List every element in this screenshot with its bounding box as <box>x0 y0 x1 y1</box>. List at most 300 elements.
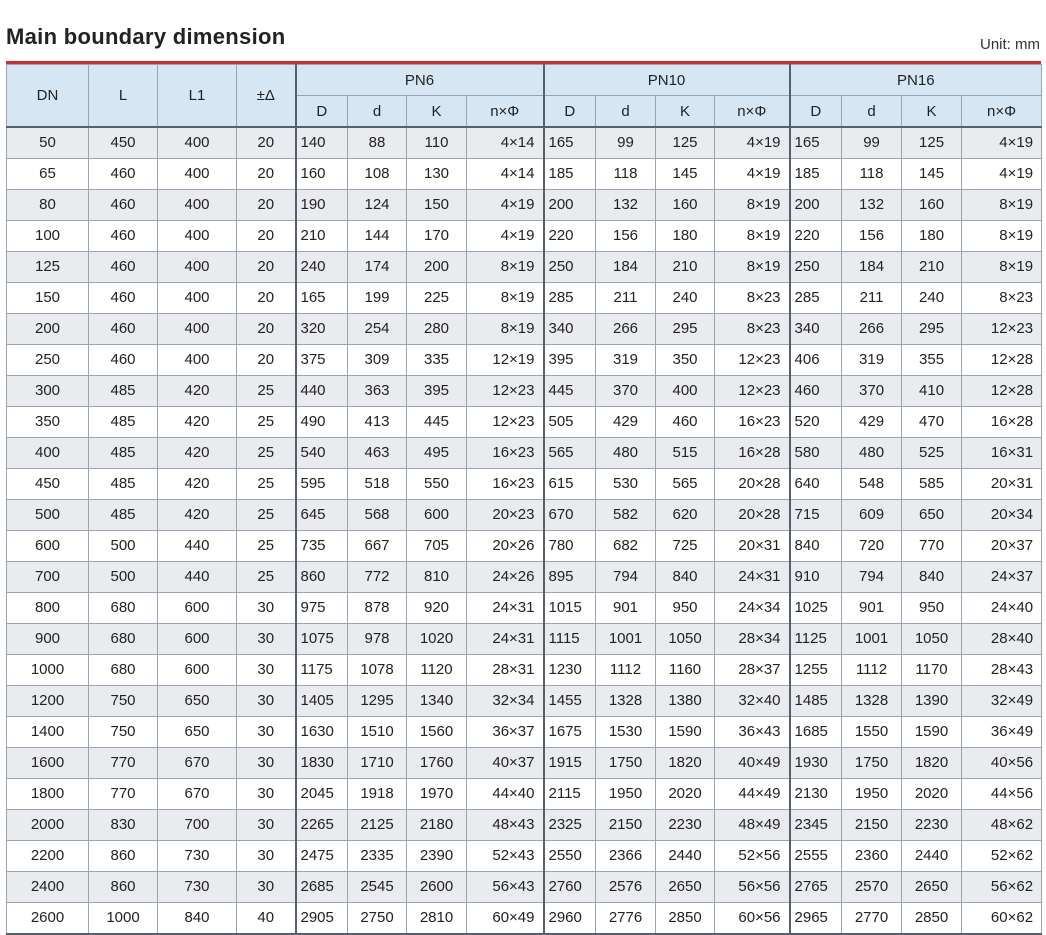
cell-pn6-d-inner: 2335 <box>348 841 407 872</box>
cell-l: 460 <box>89 252 158 283</box>
cell-tolerance: 25 <box>237 500 296 531</box>
cell-pn16-k: 410 <box>902 376 962 407</box>
cell-pn6-d-outer: 735 <box>296 531 348 562</box>
cell-pn16-d-inner: 1112 <box>842 655 902 686</box>
cell-pn6-bolts: 28×31 <box>467 655 544 686</box>
cell-pn6-k: 1760 <box>407 748 467 779</box>
cell-tolerance: 30 <box>237 872 296 903</box>
cell-pn6-d-inner: 88 <box>348 127 407 159</box>
cell-dn: 100 <box>7 221 89 252</box>
cell-dn: 1200 <box>7 686 89 717</box>
cell-pn10-bolts: 12×23 <box>715 345 790 376</box>
cell-pn16-k: 1390 <box>902 686 962 717</box>
cell-pn16-bolts: 28×40 <box>962 624 1042 655</box>
cell-pn10-d-outer: 505 <box>544 407 596 438</box>
cell-pn16-d-outer: 1125 <box>790 624 842 655</box>
cell-pn16-d-inner: 548 <box>842 469 902 500</box>
cell-pn6-d-inner: 667 <box>348 531 407 562</box>
cell-pn10-d-outer: 1015 <box>544 593 596 624</box>
cell-l1: 420 <box>158 438 237 469</box>
cell-pn6-d-inner: 1710 <box>348 748 407 779</box>
cell-pn6-bolts: 52×43 <box>467 841 544 872</box>
subheader-pn6-d-inner: d <box>348 96 407 128</box>
cell-pn16-bolts: 12×28 <box>962 376 1042 407</box>
cell-pn10-k: 950 <box>656 593 715 624</box>
cell-pn6-k: 2390 <box>407 841 467 872</box>
col-header-tolerance: ±Δ <box>237 65 296 128</box>
cell-pn6-k: 705 <box>407 531 467 562</box>
cell-pn16-d-outer: 640 <box>790 469 842 500</box>
cell-pn10-d-inner: 132 <box>596 190 656 221</box>
cell-pn6-k: 200 <box>407 252 467 283</box>
table-row <box>7 903 1042 935</box>
cell-pn10-d-inner: 2776 <box>596 903 656 935</box>
cell-l: 460 <box>89 190 158 221</box>
cell-tolerance: 20 <box>237 159 296 190</box>
cell-pn10-d-outer: 2550 <box>544 841 596 872</box>
table-row <box>7 438 1042 469</box>
subheader-pn6-bolts: n×Φ <box>467 96 544 128</box>
table-row <box>7 127 1042 159</box>
cell-pn10-d-outer: 395 <box>544 345 596 376</box>
cell-pn16-d-inner: 1750 <box>842 748 902 779</box>
cell-tolerance: 20 <box>237 190 296 221</box>
cell-pn6-bolts: 12×23 <box>467 407 544 438</box>
cell-pn16-d-inner: 211 <box>842 283 902 314</box>
cell-pn6-bolts: 8×19 <box>467 252 544 283</box>
cell-pn10-bolts: 36×43 <box>715 717 790 748</box>
cell-pn6-d-outer: 860 <box>296 562 348 593</box>
cell-pn16-k: 1820 <box>902 748 962 779</box>
cell-tolerance: 40 <box>237 903 296 935</box>
cell-pn16-d-inner: 99 <box>842 127 902 159</box>
cell-pn6-d-inner: 413 <box>348 407 407 438</box>
cell-l1: 440 <box>158 531 237 562</box>
cell-pn10-bolts: 20×28 <box>715 500 790 531</box>
cell-pn16-d-inner: 370 <box>842 376 902 407</box>
cell-pn16-bolts: 36×49 <box>962 717 1042 748</box>
cell-dn: 700 <box>7 562 89 593</box>
cell-pn16-k: 240 <box>902 283 962 314</box>
cell-pn16-bolts: 8×19 <box>962 221 1042 252</box>
cell-pn10-k: 1590 <box>656 717 715 748</box>
subheader-pn10-bolts: n×Φ <box>715 96 790 128</box>
cell-pn10-k: 620 <box>656 500 715 531</box>
cell-l1: 840 <box>158 903 237 935</box>
cell-pn10-k: 2020 <box>656 779 715 810</box>
cell-dn: 600 <box>7 531 89 562</box>
cell-pn6-bolts: 16×23 <box>467 438 544 469</box>
cell-pn16-d-outer: 580 <box>790 438 842 469</box>
cell-dn: 1400 <box>7 717 89 748</box>
table-body <box>7 127 1042 934</box>
cell-pn6-bolts: 4×19 <box>467 221 544 252</box>
cell-pn6-d-inner: 108 <box>348 159 407 190</box>
cell-pn16-k: 1590 <box>902 717 962 748</box>
cell-pn16-d-outer: 2965 <box>790 903 842 935</box>
cell-tolerance: 30 <box>237 593 296 624</box>
cell-pn6-k: 1020 <box>407 624 467 655</box>
cell-pn6-bolts: 32×34 <box>467 686 544 717</box>
cell-pn10-d-inner: 266 <box>596 314 656 345</box>
cell-pn16-d-inner: 794 <box>842 562 902 593</box>
col-header-l: L <box>89 65 158 128</box>
cell-pn16-d-inner: 184 <box>842 252 902 283</box>
cell-dn: 50 <box>7 127 89 159</box>
cell-pn6-d-outer: 240 <box>296 252 348 283</box>
cell-pn16-k: 295 <box>902 314 962 345</box>
cell-l: 680 <box>89 655 158 686</box>
cell-pn16-d-outer: 715 <box>790 500 842 531</box>
cell-pn6-d-outer: 2475 <box>296 841 348 872</box>
cell-pn16-d-outer: 340 <box>790 314 842 345</box>
cell-pn16-d-outer: 1485 <box>790 686 842 717</box>
cell-pn6-d-outer: 2685 <box>296 872 348 903</box>
cell-pn6-d-inner: 878 <box>348 593 407 624</box>
cell-pn16-k: 210 <box>902 252 962 283</box>
cell-pn6-k: 2600 <box>407 872 467 903</box>
cell-pn16-k: 125 <box>902 127 962 159</box>
cell-dn: 150 <box>7 283 89 314</box>
cell-pn6-d-inner: 1295 <box>348 686 407 717</box>
cell-pn6-d-outer: 375 <box>296 345 348 376</box>
cell-pn6-bolts: 8×19 <box>467 314 544 345</box>
cell-l: 460 <box>89 314 158 345</box>
cell-tolerance: 30 <box>237 624 296 655</box>
cell-dn: 900 <box>7 624 89 655</box>
cell-tolerance: 25 <box>237 438 296 469</box>
page-title: Main boundary dimension <box>6 24 286 49</box>
cell-pn16-k: 2230 <box>902 810 962 841</box>
cell-pn10-d-outer: 1915 <box>544 748 596 779</box>
cell-l1: 440 <box>158 562 237 593</box>
cell-pn16-d-outer: 1685 <box>790 717 842 748</box>
cell-pn10-d-outer: 780 <box>544 531 596 562</box>
table-row <box>7 655 1042 686</box>
cell-pn6-bolts: 60×49 <box>467 903 544 935</box>
cell-pn6-bolts: 20×23 <box>467 500 544 531</box>
subheader-pn16-bolts: n×Φ <box>962 96 1042 128</box>
cell-pn16-k: 840 <box>902 562 962 593</box>
cell-pn10-bolts: 20×28 <box>715 469 790 500</box>
cell-l1: 670 <box>158 748 237 779</box>
cell-pn6-k: 2180 <box>407 810 467 841</box>
subheader-pn16-d-outer: D <box>790 96 842 128</box>
cell-l1: 400 <box>158 283 237 314</box>
cell-pn6-d-inner: 2545 <box>348 872 407 903</box>
cell-l: 770 <box>89 779 158 810</box>
cell-pn10-k: 2850 <box>656 903 715 935</box>
cell-pn6-d-outer: 210 <box>296 221 348 252</box>
cell-pn10-bolts: 28×37 <box>715 655 790 686</box>
table-row <box>7 841 1042 872</box>
table-row <box>7 221 1042 252</box>
cell-pn10-d-inner: 794 <box>596 562 656 593</box>
cell-l: 750 <box>89 717 158 748</box>
cell-pn16-d-inner: 609 <box>842 500 902 531</box>
cell-pn16-d-outer: 2765 <box>790 872 842 903</box>
unit-label: Unit: mm <box>980 36 1040 53</box>
cell-pn10-d-inner: 2150 <box>596 810 656 841</box>
cell-pn6-d-inner: 1078 <box>348 655 407 686</box>
cell-pn6-bolts: 4×14 <box>467 159 544 190</box>
cell-pn6-d-inner: 309 <box>348 345 407 376</box>
cell-pn16-bolts: 16×31 <box>962 438 1042 469</box>
cell-pn10-bolts: 8×19 <box>715 190 790 221</box>
cell-pn6-d-inner: 199 <box>348 283 407 314</box>
cell-pn6-bolts: 12×19 <box>467 345 544 376</box>
cell-pn6-d-inner: 568 <box>348 500 407 531</box>
cell-pn6-bolts: 4×14 <box>467 127 544 159</box>
group-header-pn10: PN10 <box>544 65 790 96</box>
page-header <box>0 0 1046 62</box>
cell-pn16-d-outer: 1255 <box>790 655 842 686</box>
cell-pn10-bolts: 28×34 <box>715 624 790 655</box>
cell-pn16-d-inner: 319 <box>842 345 902 376</box>
cell-pn6-d-inner: 1510 <box>348 717 407 748</box>
cell-pn16-d-inner: 132 <box>842 190 902 221</box>
cell-pn16-d-outer: 165 <box>790 127 842 159</box>
subheader-pn16-d-inner: d <box>842 96 902 128</box>
cell-pn6-d-outer: 645 <box>296 500 348 531</box>
cell-pn10-d-outer: 250 <box>544 252 596 283</box>
cell-pn10-d-outer: 220 <box>544 221 596 252</box>
subheader-pn16-k: K <box>902 96 962 128</box>
cell-dn: 80 <box>7 190 89 221</box>
cell-pn16-d-outer: 460 <box>790 376 842 407</box>
cell-l: 460 <box>89 159 158 190</box>
cell-l: 460 <box>89 283 158 314</box>
cell-pn10-bolts: 16×23 <box>715 407 790 438</box>
cell-pn10-d-inner: 370 <box>596 376 656 407</box>
cell-pn16-d-inner: 2360 <box>842 841 902 872</box>
cell-l: 770 <box>89 748 158 779</box>
cell-l1: 400 <box>158 127 237 159</box>
cell-pn16-bolts: 16×28 <box>962 407 1042 438</box>
subheader-pn10-d-inner: d <box>596 96 656 128</box>
cell-pn6-k: 225 <box>407 283 467 314</box>
cell-pn16-d-inner: 720 <box>842 531 902 562</box>
cell-pn10-bolts: 8×19 <box>715 221 790 252</box>
cell-dn: 2200 <box>7 841 89 872</box>
cell-pn6-d-outer: 1830 <box>296 748 348 779</box>
cell-pn16-d-outer: 2345 <box>790 810 842 841</box>
cell-l: 680 <box>89 593 158 624</box>
cell-pn10-d-outer: 340 <box>544 314 596 345</box>
cell-pn6-bolts: 24×31 <box>467 624 544 655</box>
cell-pn16-d-outer: 1930 <box>790 748 842 779</box>
cell-pn6-d-outer: 160 <box>296 159 348 190</box>
cell-pn16-bolts: 8×19 <box>962 252 1042 283</box>
cell-dn: 450 <box>7 469 89 500</box>
cell-pn10-bolts: 16×28 <box>715 438 790 469</box>
table-row <box>7 624 1042 655</box>
table-row <box>7 810 1042 841</box>
cell-pn10-k: 1050 <box>656 624 715 655</box>
cell-pn10-d-outer: 285 <box>544 283 596 314</box>
cell-pn6-d-outer: 2905 <box>296 903 348 935</box>
cell-l1: 650 <box>158 686 237 717</box>
cell-l: 485 <box>89 438 158 469</box>
cell-tolerance: 30 <box>237 810 296 841</box>
cell-pn16-bolts: 56×62 <box>962 872 1042 903</box>
cell-tolerance: 30 <box>237 779 296 810</box>
table-row <box>7 314 1042 345</box>
cell-l: 485 <box>89 500 158 531</box>
cell-pn6-k: 395 <box>407 376 467 407</box>
cell-dn: 500 <box>7 500 89 531</box>
cell-pn6-d-inner: 518 <box>348 469 407 500</box>
cell-pn16-d-inner: 1328 <box>842 686 902 717</box>
cell-pn16-bolts: 4×19 <box>962 159 1042 190</box>
cell-pn6-d-outer: 1075 <box>296 624 348 655</box>
cell-tolerance: 25 <box>237 562 296 593</box>
cell-pn16-bolts: 24×37 <box>962 562 1042 593</box>
cell-pn6-bolts: 56×43 <box>467 872 544 903</box>
table-row <box>7 190 1042 221</box>
cell-pn6-k: 110 <box>407 127 467 159</box>
cell-l: 460 <box>89 221 158 252</box>
cell-pn10-d-outer: 200 <box>544 190 596 221</box>
cell-pn10-bolts: 32×40 <box>715 686 790 717</box>
cell-tolerance: 25 <box>237 376 296 407</box>
cell-pn10-k: 565 <box>656 469 715 500</box>
cell-dn: 1600 <box>7 748 89 779</box>
cell-pn10-d-inner: 99 <box>596 127 656 159</box>
cell-l: 500 <box>89 562 158 593</box>
cell-l1: 420 <box>158 376 237 407</box>
cell-dn: 400 <box>7 438 89 469</box>
cell-pn6-d-outer: 190 <box>296 190 348 221</box>
cell-pn10-bolts: 8×19 <box>715 252 790 283</box>
cell-dn: 125 <box>7 252 89 283</box>
cell-pn10-bolts: 12×23 <box>715 376 790 407</box>
table-row <box>7 562 1042 593</box>
cell-pn16-d-inner: 429 <box>842 407 902 438</box>
cell-pn6-d-outer: 320 <box>296 314 348 345</box>
cell-pn16-bolts: 48×62 <box>962 810 1042 841</box>
cell-pn16-bolts: 12×23 <box>962 314 1042 345</box>
cell-pn10-bolts: 4×19 <box>715 159 790 190</box>
cell-pn6-k: 150 <box>407 190 467 221</box>
cell-l: 750 <box>89 686 158 717</box>
cell-pn16-d-outer: 910 <box>790 562 842 593</box>
cell-tolerance: 20 <box>237 252 296 283</box>
cell-pn6-d-inner: 772 <box>348 562 407 593</box>
cell-pn6-d-outer: 490 <box>296 407 348 438</box>
cell-pn10-d-inner: 429 <box>596 407 656 438</box>
cell-tolerance: 25 <box>237 407 296 438</box>
cell-pn16-bolts: 8×23 <box>962 283 1042 314</box>
cell-pn16-k: 770 <box>902 531 962 562</box>
cell-pn16-d-inner: 118 <box>842 159 902 190</box>
cell-pn6-k: 1120 <box>407 655 467 686</box>
cell-pn16-k: 2020 <box>902 779 962 810</box>
table-row <box>7 531 1042 562</box>
cell-pn10-d-inner: 156 <box>596 221 656 252</box>
cell-pn10-d-outer: 2760 <box>544 872 596 903</box>
cell-tolerance: 25 <box>237 469 296 500</box>
cell-l1: 600 <box>158 655 237 686</box>
cell-pn10-bolts: 24×31 <box>715 562 790 593</box>
cell-pn10-bolts: 4×19 <box>715 127 790 159</box>
cell-pn6-k: 920 <box>407 593 467 624</box>
cell-pn10-d-inner: 582 <box>596 500 656 531</box>
cell-pn6-k: 495 <box>407 438 467 469</box>
group-header-pn6: PN6 <box>296 65 544 96</box>
cell-l1: 420 <box>158 407 237 438</box>
cell-dn: 2400 <box>7 872 89 903</box>
subheader-pn10-d-outer: D <box>544 96 596 128</box>
cell-pn10-d-outer: 2325 <box>544 810 596 841</box>
cell-l1: 400 <box>158 252 237 283</box>
cell-pn10-d-inner: 319 <box>596 345 656 376</box>
cell-pn6-k: 1340 <box>407 686 467 717</box>
header-row-groups <box>7 65 1042 96</box>
cell-pn6-d-outer: 1175 <box>296 655 348 686</box>
cell-l1: 420 <box>158 500 237 531</box>
cell-l: 485 <box>89 407 158 438</box>
cell-pn16-k: 1050 <box>902 624 962 655</box>
cell-l1: 700 <box>158 810 237 841</box>
cell-pn10-k: 160 <box>656 190 715 221</box>
cell-l1: 400 <box>158 221 237 252</box>
cell-pn10-d-outer: 165 <box>544 127 596 159</box>
table-row <box>7 345 1042 376</box>
cell-pn6-d-outer: 540 <box>296 438 348 469</box>
cell-pn6-d-outer: 2265 <box>296 810 348 841</box>
cell-tolerance: 30 <box>237 841 296 872</box>
cell-pn10-d-inner: 1328 <box>596 686 656 717</box>
cell-pn10-k: 2440 <box>656 841 715 872</box>
cell-pn10-k: 145 <box>656 159 715 190</box>
cell-pn10-d-outer: 615 <box>544 469 596 500</box>
cell-l1: 400 <box>158 345 237 376</box>
cell-pn16-d-inner: 2150 <box>842 810 902 841</box>
group-header-pn16: PN16 <box>790 65 1042 96</box>
cell-pn6-bolts: 36×37 <box>467 717 544 748</box>
cell-tolerance: 20 <box>237 283 296 314</box>
cell-pn10-d-outer: 1230 <box>544 655 596 686</box>
cell-l: 460 <box>89 345 158 376</box>
cell-pn6-bolts: 24×31 <box>467 593 544 624</box>
cell-l: 500 <box>89 531 158 562</box>
cell-tolerance: 20 <box>237 314 296 345</box>
table-row <box>7 500 1042 531</box>
cell-pn10-d-outer: 670 <box>544 500 596 531</box>
table-row <box>7 748 1042 779</box>
cell-pn16-bolts: 8×19 <box>962 190 1042 221</box>
cell-pn16-bolts: 32×49 <box>962 686 1042 717</box>
cell-pn16-d-inner: 480 <box>842 438 902 469</box>
cell-pn6-k: 550 <box>407 469 467 500</box>
cell-pn6-k: 130 <box>407 159 467 190</box>
cell-pn6-bolts: 48×43 <box>467 810 544 841</box>
cell-l: 830 <box>89 810 158 841</box>
cell-pn10-d-outer: 445 <box>544 376 596 407</box>
cell-pn16-bolts: 52×62 <box>962 841 1042 872</box>
cell-pn16-k: 180 <box>902 221 962 252</box>
cell-tolerance: 20 <box>237 221 296 252</box>
cell-pn6-k: 810 <box>407 562 467 593</box>
cell-pn10-bolts: 40×49 <box>715 748 790 779</box>
col-header-dn: DN <box>7 65 89 128</box>
cell-pn16-d-outer: 250 <box>790 252 842 283</box>
cell-l: 860 <box>89 872 158 903</box>
cell-pn10-d-outer: 2960 <box>544 903 596 935</box>
cell-pn16-k: 160 <box>902 190 962 221</box>
table-row <box>7 469 1042 500</box>
